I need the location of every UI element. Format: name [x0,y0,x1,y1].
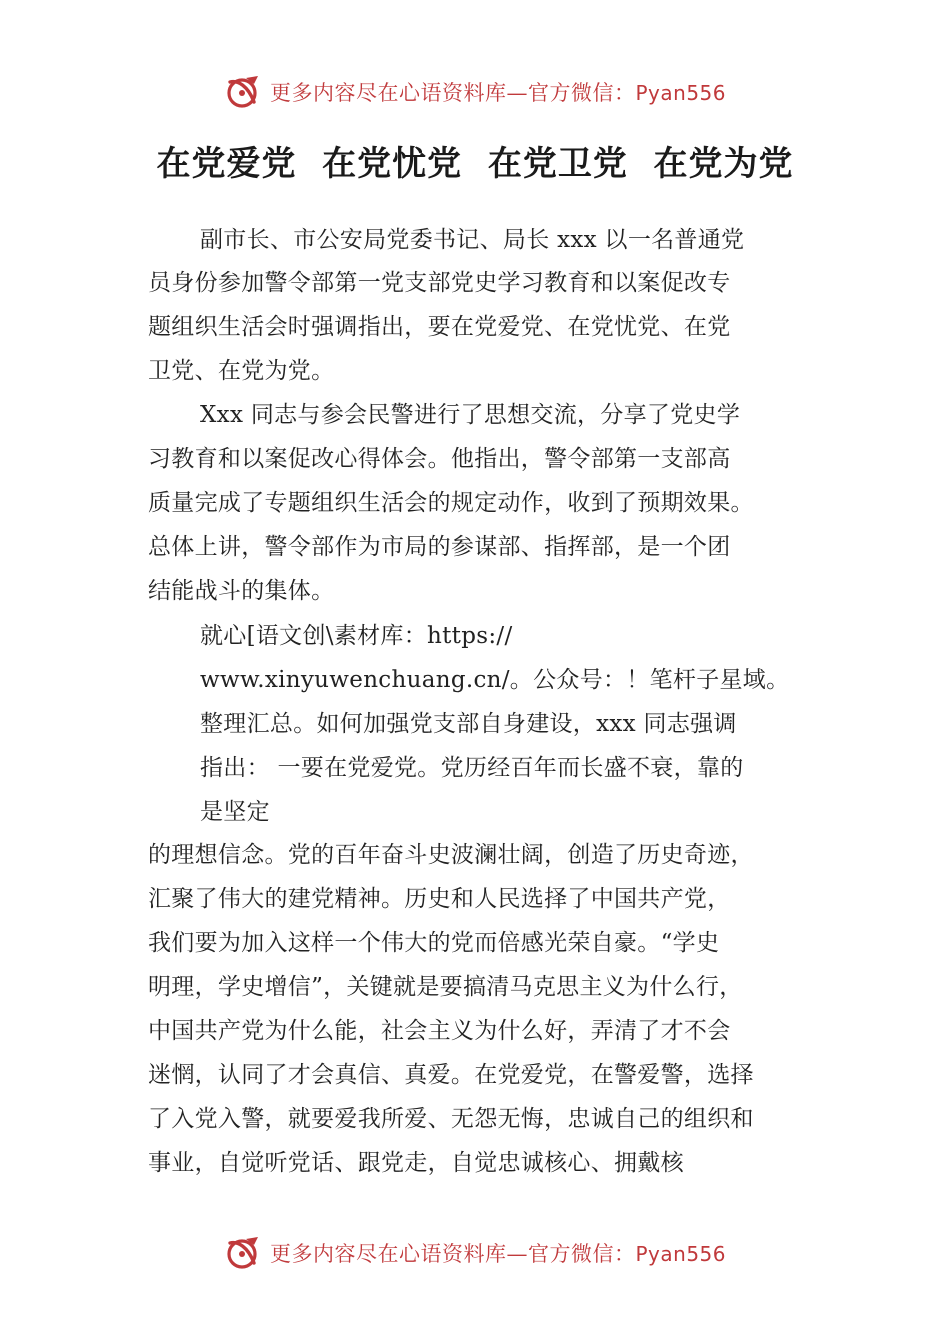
body-line: 事业，自觉听党话、跟党走，自觉忠诚核心、拥戴核 [148,1150,684,1176]
body-line: 员身份参加警令部第一党支部党史学习教育和以案促改专 [148,270,731,296]
banner-account: Pyan556 [635,81,726,105]
body-line: 质量完成了专题组织生活会的规定动作，收到了预期效果。 [148,490,754,516]
body-line: 是坚定 [200,799,270,825]
body-line: 的理想信念。党的百年奋斗史波澜壮阔，创造了历史奇迹， [148,842,754,868]
footer-banner [0,1231,950,1275]
body-line: 汇聚了伟大的建党精神。历史和人民选择了中国共产党， [148,886,731,912]
body-line: 中国共产党为什么能，社会主义为什么好，弄清了才不会 [148,1018,731,1044]
header-banner [0,70,950,114]
body-line: 总体上讲，警令部作为市局的参谋部、指挥部，是一个团 [148,534,731,560]
banner-text: 更多内容尽在心语资料库—官方微信：Pyan556 [269,81,726,105]
banner-account: Pyan556 [635,1242,726,1266]
body-line: 了入党入警，就要爱我所爱、无怨无悔，忠诚自己的组织和 [148,1106,754,1132]
body-line: 迷惘，认同了才会真信、真爱。在党爱党，在警爱警，选择 [148,1062,754,1088]
body-line: Xxx 同志与参会民警进行了思想交流，分享了党史学 [200,402,741,428]
body-line: www.xinyuwenchuang.cn/。公众号：！笔杆子星域。 [200,667,790,693]
body-line: 明理，学史增信”，关键就是要搞清马克思主义为什么行， [148,974,743,1000]
body-line: 结能战斗的集体。 [148,578,335,604]
body-line: 习教育和以案促改心得体会。他指出，警令部第一支部高 [148,446,731,472]
body-line: 副市长、市公安局党委书记、局长 xxx 以一名普通党 [200,227,745,253]
body-line: 题组织生活会时强调指出，要在党爱党、在党忧党、在党 [148,314,731,340]
body-line: 指出： 一要在党爱党。党历经百年而长盛不衰，靠的 [200,755,744,781]
calligraphy-logo-icon [224,1233,264,1273]
body-line: 就心[语文创\素材库：https:// [200,623,513,649]
body-line: 整理汇总。如何加强党支部自身建设，xxx 同志强调 [200,711,737,737]
body-line: 我们要为加入这样一个伟大的党而倍感光荣自豪。“学史 [148,930,720,956]
calligraphy-logo-icon [224,72,264,112]
body-line: 卫党、在党为党。 [148,358,335,384]
document-title: 在党爱党 在党忧党 在党卫党 在党为党 [156,144,794,184]
banner-text: 更多内容尽在心语资料库—官方微信：Pyan556 [269,1242,726,1266]
